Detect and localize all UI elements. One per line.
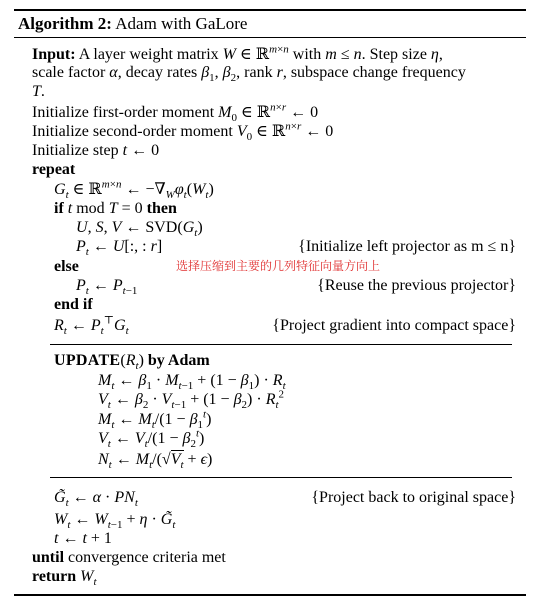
algorithm-label: Algorithm 2:	[18, 14, 112, 33]
init-second-moment: Initialize second-order moment $V_0$ ∈ ℝ$^{n\times r}$ ← 0	[32, 120, 334, 144]
return-line: return $W_t$	[32, 568, 97, 589]
if-keyword: if	[54, 200, 64, 217]
algorithm-name: Adam with GaLore	[115, 14, 248, 33]
update-keyword: UPDATE	[54, 352, 121, 369]
m-hat-line: $M_t$ ← $M_t/(1 - \beta_1^t)$	[98, 408, 212, 432]
repeat-keyword: repeat	[32, 161, 76, 178]
title-rule	[14, 37, 526, 38]
bottom-rule	[14, 594, 526, 596]
comment-reuse: {Reuse the previous projector}	[317, 277, 516, 294]
else-keyword: else	[54, 258, 79, 275]
top-rule	[14, 9, 526, 11]
proj-reuse-line: $P_t$ ← $P_{t-1}$	[76, 277, 138, 298]
m-update-line: $M_t$ ← $\beta_1 \cdot M_{t-1} + (1 - \beta_1) \cdot R_t$	[98, 372, 286, 393]
init-first-moment: Initialize first-order moment $M_0$ ∈ ℝ$^{n\times r}$ ← 0	[32, 101, 319, 125]
red-annotation: 选择压缩到主要的几列特征向量方向上	[176, 259, 381, 273]
input-line-2: scale factor α, decay rates $\beta_1$, $\beta_2$, rank r, subspace change frequency	[32, 64, 466, 85]
comment-back: {Project back to original space}	[311, 489, 516, 506]
v-update-line: $V_t$ ← $\beta_2 \cdot V_{t-1} + (1 - \beta_2) \cdot R_t^2$	[98, 388, 285, 412]
if-line: if t mod T = 0 then	[54, 200, 177, 217]
until-keyword: until	[32, 549, 65, 566]
by-adam-keyword: by Adam	[147, 352, 210, 369]
endif-keyword: end if	[54, 296, 93, 313]
section-rule-1	[50, 344, 512, 345]
comment-init-left: {Initialize left projector as m ≤ n}	[298, 238, 516, 255]
then-keyword: then	[146, 200, 177, 217]
proj-left-line: $P_t$ ← U[:, : r]	[76, 238, 163, 259]
svd-line: U, S, V ← $SVD(G_t)$	[76, 219, 203, 240]
project-line: $R_t$ ← $P_t^⊤G_t$	[54, 314, 129, 338]
comment-compact: {Project gradient into compact space}	[272, 317, 516, 334]
v-hat-line: $V_t$ ← $V_t/(1 - \beta_2^t)$	[98, 427, 205, 451]
init-step: Initialize step t ← 0	[32, 142, 160, 159]
n-update-line: $N_t$ ← $M_t/(√V_t + \epsilon)$	[98, 451, 213, 472]
input-keyword: Input:	[32, 46, 76, 63]
project-back-line: $G̃_t$ ← $\alpha \cdot PN_t$	[54, 489, 138, 510]
until-line	[32, 548, 226, 567]
update-header: $UPDATE(R_t)$ by Adam	[54, 352, 210, 373]
input-line-1: Input: A layer weight matrix W ∈ ℝ$^{m\times n}$ with m ≤ n. Step size η,	[32, 43, 443, 63]
until-text: convergence criteria met	[68, 549, 226, 566]
return-keyword: return	[32, 568, 77, 585]
w-update-line: $W_t$ ← $W_{t-1} + \eta$ · $G̃_t$	[54, 511, 176, 532]
t-inc-line: t ← t + 1	[54, 530, 112, 547]
input-line-3: T.	[32, 83, 45, 100]
algorithm-title	[18, 14, 247, 33]
gradient-line: $G_t$ ∈ ℝ$^{m\times n}$ ← $-\nabla_W\varphi_t(W_t)$	[54, 178, 214, 202]
section-rule-2	[50, 477, 512, 478]
